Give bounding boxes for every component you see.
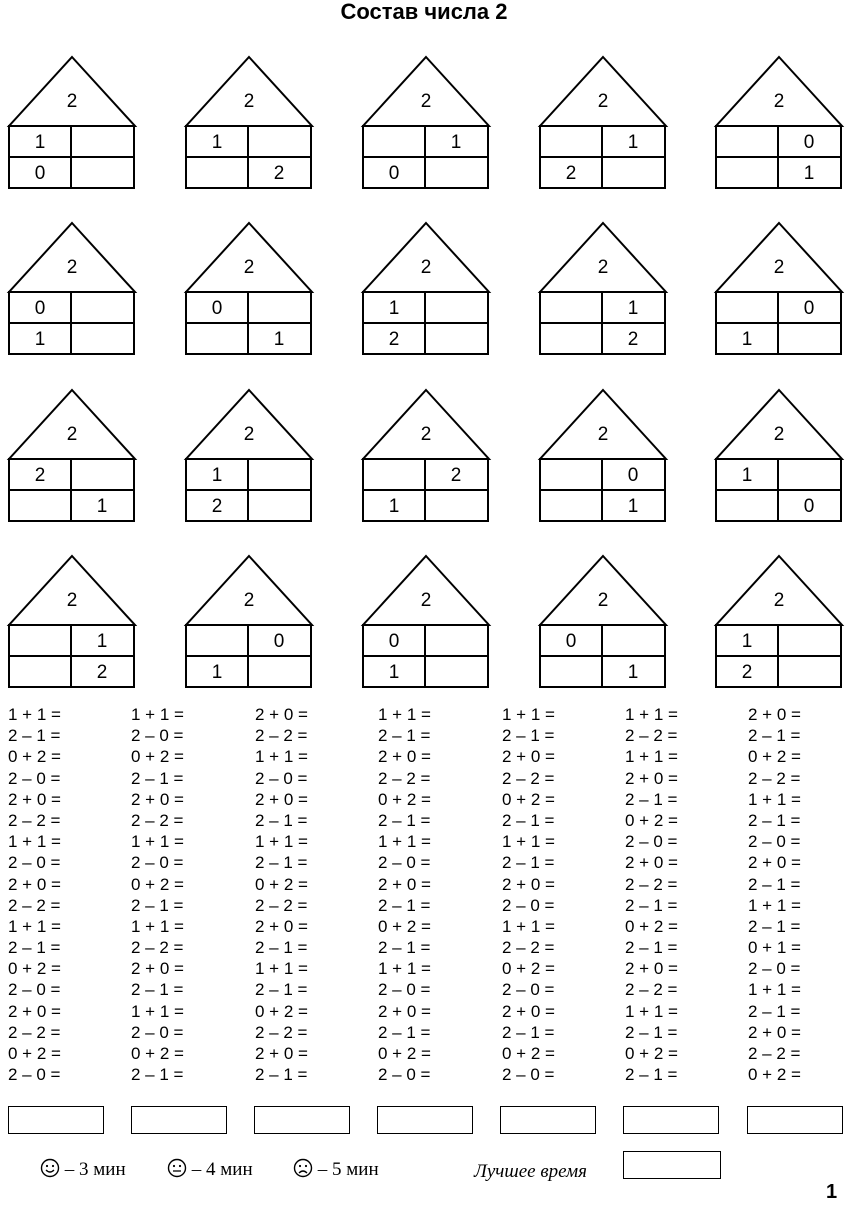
- exercise-item: 0 + 2 =: [378, 789, 431, 809]
- exercise-item: 2 – 2 =: [625, 980, 678, 1000]
- exercise-item: 2 – 2 =: [378, 768, 431, 788]
- page-title: Состав числа 2: [340, 0, 508, 24]
- house: [362, 389, 490, 525]
- house-cell-top-right: 1: [450, 132, 462, 153]
- house-cell-top-left: [540, 461, 602, 491]
- house-cell-bottom-left: [716, 159, 778, 189]
- house: [539, 389, 667, 525]
- house-cell-top-right: 1: [627, 298, 639, 319]
- answer-box[interactable]: [8, 1106, 104, 1134]
- exercise-item: 1 + 1 =: [255, 832, 308, 852]
- answer-box[interactable]: [131, 1106, 227, 1134]
- house-cell-top-left: [186, 627, 248, 657]
- exercise-item: 1 + 1 =: [8, 916, 61, 936]
- legend-happy-label: – 3 мин: [64, 1159, 126, 1180]
- exercise-item: 2 + 0 =: [748, 1022, 801, 1042]
- exercise-item: 2 – 1 =: [748, 916, 801, 936]
- exercise-item: 2 – 0 =: [8, 853, 61, 873]
- exercise-item: 2 – 1 =: [378, 938, 431, 958]
- exercise-item: 2 – 0 =: [502, 980, 555, 1000]
- house-cell-top-right: [248, 128, 310, 158]
- house-cell-bottom-left: [9, 658, 71, 688]
- house-cell-top-left: 0: [565, 631, 577, 652]
- best-time-label: Лучшее время: [474, 1161, 587, 1182]
- exercise-item: 2 – 2 =: [255, 1022, 308, 1042]
- house-cell-bottom-left: 1: [211, 662, 223, 683]
- exercise-item: 2 – 0 =: [748, 832, 801, 852]
- exercise-item: 2 + 0 =: [8, 789, 61, 809]
- exercise-item: 2 + 0 =: [255, 916, 308, 936]
- exercise-item: 2 – 0 =: [131, 726, 184, 746]
- exercise-item: 2 – 2 =: [255, 726, 308, 746]
- house-roof-number: 2: [420, 590, 432, 611]
- exercise-item: 2 – 2 =: [748, 768, 801, 788]
- house-roof-number: 2: [773, 424, 785, 445]
- exercise-item: 1 + 1 =: [8, 705, 61, 724]
- house-cell-bottom-right: 1: [96, 496, 108, 517]
- exercise-item: 2 + 0 =: [131, 789, 184, 809]
- exercise-item: 1 + 1 =: [255, 747, 308, 767]
- exercise-item: 2 + 0 =: [8, 874, 61, 894]
- exercise-item: 0 + 2 =: [255, 1001, 308, 1021]
- exercise-item: 2 – 1 =: [255, 1065, 308, 1085]
- exercise-item: 2 – 1 =: [625, 938, 678, 958]
- exercise-item: 2 – 2 =: [8, 1022, 61, 1042]
- exercise-item: 2 – 1 =: [502, 853, 555, 873]
- house-cell-top-right: 0: [273, 631, 285, 652]
- legend-neutral-label: – 4 мин: [191, 1159, 253, 1180]
- exercise-item: 2 + 0 =: [748, 705, 801, 724]
- house-roof-number: 2: [243, 257, 255, 278]
- exercise-item: 2 – 1 =: [748, 874, 801, 894]
- best-time-box[interactable]: [623, 1151, 721, 1179]
- exercise-item: 1 + 1 =: [625, 1001, 678, 1021]
- house-cell-top-left: 1: [34, 132, 46, 153]
- exercise-item: 2 – 0 =: [378, 853, 431, 873]
- exercise-item: 0 + 2 =: [131, 747, 184, 767]
- exercise-item: 1 + 1 =: [625, 705, 678, 724]
- house-cell-bottom-right: [425, 325, 487, 355]
- house-cell-top-left: 1: [211, 132, 223, 153]
- house: [185, 389, 313, 525]
- exercise-item: 2 – 0 =: [502, 895, 555, 915]
- house-cell-bottom-left: [540, 325, 602, 355]
- exercise-item: 2 – 1 =: [748, 1001, 801, 1021]
- answer-box[interactable]: [254, 1106, 350, 1134]
- exercise-item: 1 + 1 =: [131, 705, 184, 724]
- exercise-column: [8, 704, 128, 1085]
- house-roof-number: 2: [597, 424, 609, 445]
- exercise-item: 2 + 0 =: [502, 874, 555, 894]
- exercise-item: 0 + 2 =: [255, 874, 308, 894]
- exercise-item: 0 + 2 =: [748, 747, 801, 767]
- house: [362, 555, 490, 691]
- exercise-item: 1 + 1 =: [502, 832, 555, 852]
- exercise-item: 0 + 2 =: [8, 747, 61, 767]
- exercise-item: 0 + 2 =: [502, 1044, 555, 1063]
- house: [362, 222, 490, 358]
- house-cell-top-left: 1: [741, 631, 753, 652]
- exercise-item: 1 + 1 =: [131, 1001, 184, 1021]
- exercise-item: 1 + 1 =: [8, 832, 61, 852]
- exercise-item: 2 – 1 =: [378, 895, 431, 915]
- house-cell-top-right: 0: [803, 132, 815, 153]
- exercise-item: 2 – 1 =: [378, 726, 431, 746]
- house-cell-top-right: [425, 294, 487, 324]
- house-cell-top-right: [778, 627, 840, 657]
- house-cell-bottom-right: 0: [803, 496, 815, 517]
- exercise-item: 2 – 0 =: [625, 832, 678, 852]
- house: [8, 555, 136, 691]
- house: [715, 222, 843, 358]
- house-roof-number: 2: [66, 424, 78, 445]
- house-cell-top-right: [602, 627, 664, 657]
- house-cell-top-right: 1: [627, 132, 639, 153]
- house-cell-bottom-left: [186, 159, 248, 189]
- house-cell-bottom-left: 2: [211, 496, 223, 517]
- house: [185, 222, 313, 358]
- exercise-column: [502, 704, 622, 1085]
- smiling-face-icon: [40, 1158, 60, 1185]
- exercise-item: 2 – 2 =: [131, 810, 184, 830]
- house-roof-number: 2: [773, 91, 785, 112]
- exercise-item: 0 + 2 =: [748, 1065, 801, 1085]
- exercise-item: 2 – 2 =: [502, 768, 555, 788]
- house-cell-bottom-left: 2: [388, 329, 400, 350]
- house: [8, 222, 136, 358]
- house-roof-number: 2: [420, 91, 432, 112]
- house-cell-bottom-right: [778, 325, 840, 355]
- exercise-item: 2 – 1 =: [131, 1065, 184, 1085]
- exercise-item: 2 + 0 =: [255, 705, 308, 724]
- house-cell-bottom-left: [540, 658, 602, 688]
- exercise-item: 1 + 1 =: [255, 959, 308, 979]
- exercise-item: 1 + 1 =: [625, 747, 678, 767]
- exercise-item: 1 + 1 =: [131, 916, 184, 936]
- exercise-item: 2 – 2 =: [748, 1044, 801, 1063]
- exercise-item: 2 + 0 =: [625, 768, 678, 788]
- exercise-item: 1 + 1 =: [748, 980, 801, 1000]
- exercise-item: 1 + 1 =: [748, 789, 801, 809]
- exercise-item: 2 + 0 =: [255, 1044, 308, 1063]
- exercise-item: 2 – 0 =: [131, 853, 184, 873]
- exercise-item: 0 + 2 =: [625, 916, 678, 936]
- exercise-item: 2 – 1 =: [255, 810, 308, 830]
- house-cell-bottom-right: 1: [803, 163, 815, 184]
- exercise-item: 0 + 2 =: [502, 959, 555, 979]
- exercise-item: 2 + 0 =: [625, 853, 678, 873]
- exercise-item: 2 + 0 =: [131, 959, 184, 979]
- exercise-item: 2 – 1 =: [378, 1022, 431, 1042]
- house: [8, 389, 136, 525]
- house: [539, 555, 667, 691]
- exercise-item: 0 + 2 =: [131, 1044, 184, 1063]
- house-cell-bottom-right: 2: [273, 163, 285, 184]
- house-cell-top-right: 0: [803, 298, 815, 319]
- house-cell-bottom-left: 0: [34, 163, 46, 184]
- house-cell-bottom-right: [248, 658, 310, 688]
- exercise-item: 2 + 0 =: [378, 874, 431, 894]
- exercise-item: 0 + 2 =: [378, 1044, 431, 1063]
- house-cell-bottom-right: [425, 492, 487, 522]
- house-roof-number: 2: [243, 424, 255, 445]
- exercise-column: [378, 704, 498, 1085]
- house-cell-top-right: [248, 294, 310, 324]
- exercise-item: 2 + 0 =: [8, 1001, 61, 1021]
- house-cell-top-left: 1: [741, 465, 753, 486]
- exercise-item: 2 + 0 =: [378, 1001, 431, 1021]
- house-cell-top-right: 0: [627, 465, 639, 486]
- house-cell-bottom-left: [716, 492, 778, 522]
- exercise-item: 1 + 1 =: [131, 832, 184, 852]
- exercise-item: 0 + 2 =: [625, 1044, 678, 1063]
- house-cell-top-right: [71, 461, 133, 491]
- answer-box[interactable]: [500, 1106, 596, 1134]
- exercise-item: 2 + 0 =: [502, 747, 555, 767]
- house-cell-bottom-left: 1: [388, 662, 400, 683]
- frowning-face-icon: [293, 1158, 313, 1185]
- house-cell-bottom-right: [425, 658, 487, 688]
- exercise-item: 2 – 0 =: [748, 959, 801, 979]
- exercise-item: 2 – 1 =: [255, 853, 308, 873]
- house-cell-top-left: [540, 128, 602, 158]
- exercise-item: 2 – 0 =: [378, 980, 431, 1000]
- house-roof-number: 2: [66, 257, 78, 278]
- house-roof-number: 2: [243, 91, 255, 112]
- exercise-item: 2 – 2 =: [625, 874, 678, 894]
- house: [715, 389, 843, 525]
- house-cell-bottom-right: [71, 325, 133, 355]
- exercise-item: 2 – 0 =: [131, 1022, 184, 1042]
- house-cell-bottom-right: 2: [96, 662, 108, 683]
- exercise-item: 1 + 1 =: [748, 895, 801, 915]
- house-roof-number: 2: [597, 91, 609, 112]
- house-roof-number: 2: [597, 590, 609, 611]
- house-cell-top-left: 1: [211, 465, 223, 486]
- house-cell-bottom-right: 1: [273, 329, 285, 350]
- exercise-item: 2 – 1 =: [8, 938, 61, 958]
- house: [8, 56, 136, 192]
- house-cell-top-right: [71, 128, 133, 158]
- house-cell-top-left: [363, 128, 425, 158]
- page-number: 1: [826, 1181, 838, 1203]
- exercise-item: 1 + 1 =: [502, 916, 555, 936]
- exercise-item: 2 – 0 =: [378, 1065, 431, 1085]
- house: [539, 222, 667, 358]
- exercise-item: 2 – 2 =: [131, 938, 184, 958]
- legend-neutral: [167, 1158, 253, 1185]
- exercise-item: 2 + 0 =: [748, 853, 801, 873]
- exercise-item: 2 + 0 =: [625, 959, 678, 979]
- exercise-item: 2 – 1 =: [502, 810, 555, 830]
- house-roof-number: 2: [420, 424, 432, 445]
- house-cell-top-right: [778, 461, 840, 491]
- house-roof-number: 2: [243, 590, 255, 611]
- house-roof-number: 2: [773, 257, 785, 278]
- house-cell-top-left: [716, 128, 778, 158]
- exercise-item: 2 – 1 =: [378, 810, 431, 830]
- exercise-item: 2 – 2 =: [8, 895, 61, 915]
- exercise-item: 0 + 2 =: [502, 789, 555, 809]
- house: [715, 555, 843, 691]
- house-cell-bottom-left: 1: [741, 329, 753, 350]
- legend-happy: [40, 1158, 126, 1185]
- exercise-item: 2 + 0 =: [502, 1001, 555, 1021]
- house-cell-bottom-left: 1: [34, 329, 46, 350]
- exercise-item: 0 + 2 =: [8, 959, 61, 979]
- exercise-column: [131, 704, 251, 1085]
- house-cell-top-left: 2: [34, 465, 46, 486]
- exercise-item: 2 – 0 =: [502, 1065, 555, 1085]
- exercise-item: 2 – 1 =: [8, 726, 61, 746]
- exercise-item: 2 – 2 =: [502, 938, 555, 958]
- exercise-column: [625, 704, 745, 1085]
- exercise-item: 2 – 0 =: [255, 768, 308, 788]
- house-cell-top-left: 0: [211, 298, 223, 319]
- house-cell-top-right: 2: [450, 465, 462, 486]
- exercise-item: 2 – 1 =: [748, 810, 801, 830]
- answer-box[interactable]: [623, 1106, 719, 1134]
- house: [185, 555, 313, 691]
- exercise-item: 2 – 1 =: [625, 789, 678, 809]
- house-roof-number: 2: [420, 257, 432, 278]
- house-cell-top-left: 1: [388, 298, 400, 319]
- house-cell-top-left: [540, 294, 602, 324]
- exercise-item: 2 – 1 =: [502, 726, 555, 746]
- house-cell-top-right: [425, 627, 487, 657]
- legend-sad-label: – 5 мин: [317, 1159, 379, 1180]
- exercise-item: 2 – 2 =: [8, 810, 61, 830]
- house-cell-bottom-left: 0: [388, 163, 400, 184]
- house-cell-top-left: 0: [388, 631, 400, 652]
- exercise-column: [255, 704, 375, 1085]
- house-cell-top-left: [363, 461, 425, 491]
- exercise-item: 2 – 1 =: [131, 895, 184, 915]
- house-cell-bottom-right: [248, 492, 310, 522]
- exercise-item: 2 – 1 =: [131, 768, 184, 788]
- exercise-item: 0 + 2 =: [625, 810, 678, 830]
- house-cell-top-right: 1: [96, 631, 108, 652]
- exercise-item: 2 – 2 =: [625, 726, 678, 746]
- exercise-item: 2 + 0 =: [255, 789, 308, 809]
- exercise-item: 0 + 2 =: [131, 874, 184, 894]
- house-roof-number: 2: [66, 91, 78, 112]
- house-cell-top-right: [248, 461, 310, 491]
- house-cell-bottom-right: [778, 658, 840, 688]
- house-cell-bottom-right: 1: [627, 496, 639, 517]
- house-roof-number: 2: [66, 590, 78, 611]
- exercise-item: 2 – 0 =: [8, 768, 61, 788]
- house-cell-bottom-right: 2: [627, 329, 639, 350]
- exercise-item: 2 – 2 =: [255, 895, 308, 915]
- exercise-item: 2 – 1 =: [131, 980, 184, 1000]
- house: [185, 56, 313, 192]
- house-cell-bottom-right: [602, 159, 664, 189]
- exercise-item: 2 – 1 =: [625, 1065, 678, 1085]
- house-cell-bottom-left: [540, 492, 602, 522]
- house-cell-bottom-left: 2: [741, 662, 753, 683]
- exercise-columns: [0, 704, 848, 1084]
- house-roof-number: 2: [597, 257, 609, 278]
- house-cell-top-left: [716, 294, 778, 324]
- legend-sad: [293, 1158, 379, 1185]
- exercise-item: 0 + 2 =: [8, 1044, 61, 1063]
- exercise-item: 2 – 0 =: [8, 980, 61, 1000]
- house-cell-top-left: [9, 627, 71, 657]
- exercise-item: 2 – 0 =: [8, 1065, 61, 1085]
- house-cell-bottom-left: 2: [565, 163, 577, 184]
- exercise-column: [748, 704, 848, 1085]
- house-cell-top-left: 0: [34, 298, 46, 319]
- house-cell-bottom-left: 1: [388, 496, 400, 517]
- exercise-item: 0 + 2 =: [378, 916, 431, 936]
- house-cell-bottom-right: 1: [627, 662, 639, 683]
- house-cell-bottom-left: [9, 492, 71, 522]
- exercise-item: 2 – 1 =: [625, 1022, 678, 1042]
- exercise-item: 2 – 1 =: [255, 938, 308, 958]
- exercise-item: 1 + 1 =: [378, 832, 431, 852]
- house-roof-number: 2: [773, 590, 785, 611]
- exercise-item: 2 + 0 =: [378, 747, 431, 767]
- answer-box[interactable]: [377, 1106, 473, 1134]
- exercise-item: 2 – 1 =: [625, 895, 678, 915]
- exercise-item: 2 – 1 =: [255, 980, 308, 1000]
- house-cell-bottom-right: [71, 159, 133, 189]
- exercise-item: 1 + 1 =: [502, 705, 555, 724]
- house-cell-bottom-left: [186, 325, 248, 355]
- house: [362, 56, 490, 192]
- exercise-item: 1 + 1 =: [378, 705, 431, 724]
- house-cell-top-right: [71, 294, 133, 324]
- neutral-face-icon: [167, 1158, 187, 1185]
- house-cell-bottom-right: [425, 159, 487, 189]
- exercise-item: 2 – 1 =: [502, 1022, 555, 1042]
- answer-box[interactable]: [747, 1106, 843, 1134]
- exercise-item: 1 + 1 =: [378, 959, 431, 979]
- exercise-item: 0 + 1 =: [748, 938, 801, 958]
- house: [539, 56, 667, 192]
- house: [715, 56, 843, 192]
- exercise-item: 2 – 1 =: [748, 726, 801, 746]
